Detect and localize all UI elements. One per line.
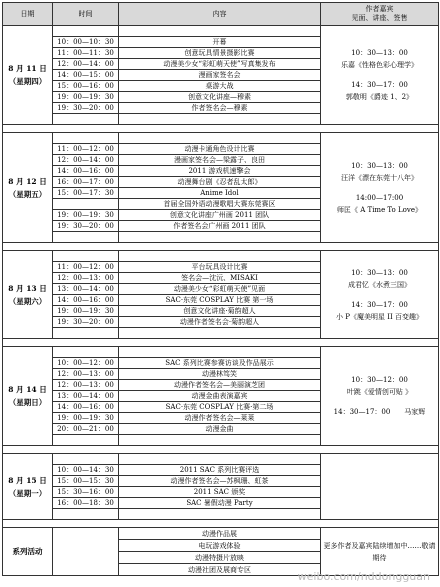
time-cell: 12：00—14：00: [53, 59, 119, 70]
day-date: 8 月 12 日: [8, 176, 47, 186]
event-cell: 动漫美少女“彩虹萌天使”见面: [119, 284, 321, 295]
event-cell: 动漫金曲: [119, 424, 321, 435]
guest-line: 10：30—13：00: [351, 161, 408, 170]
day-cell: [3, 251, 53, 339]
guest-cell: [321, 347, 439, 446]
time-cell: 14：00—15：00: [53, 70, 119, 81]
event-cell: 动漫舞台剧《忍者乱太郎》: [119, 177, 321, 188]
time-cell: 19：00—19：30: [53, 92, 119, 103]
event-cell: [119, 26, 321, 37]
time-cell: [53, 251, 119, 262]
time-cell: 10：00—12：00: [53, 358, 119, 369]
time-cell: 19：30—20：00: [53, 103, 119, 114]
header-content: 内容: [119, 3, 321, 26]
time-cell: [53, 26, 119, 37]
time-cell: 12：00—13：00: [53, 273, 119, 284]
day-cell: [3, 454, 53, 520]
schedule-table: [2, 2, 439, 576]
day-weekday: （星期一）: [8, 488, 47, 498]
table-row: [3, 454, 439, 465]
guest-line: [323, 71, 436, 79]
event-cell: 作者签名会—穆素: [119, 103, 321, 114]
schedule-body: [3, 26, 439, 576]
day-date: 8 月 11 日: [8, 64, 47, 73]
guest-line: [323, 398, 436, 406]
time-cell: 11：00—12：00: [53, 144, 119, 155]
time-cell: 16：00—18：30: [53, 498, 119, 509]
time-cell: 10：00—14：30: [53, 465, 119, 476]
section-gap: [3, 446, 439, 454]
activity-item: 动漫作品展: [119, 528, 321, 540]
time-cell: [53, 528, 119, 576]
event-cell: 漫画家签名会: [119, 70, 321, 81]
guest-line: 小 P《魔美明星 II 百变趣》: [336, 312, 423, 321]
guest-cell: [321, 133, 439, 243]
guest-line: 郭敬明《爵迹 1、2》: [345, 93, 414, 101]
event-cell: 漫画家签名会—梁露子、良田: [119, 155, 321, 166]
guest-cell: [321, 251, 439, 339]
time-cell: [53, 328, 119, 339]
section-gap: [3, 520, 439, 528]
guest-cell: [321, 26, 439, 125]
event-cell: SAC 系列比赛参赛访谈及作品展示: [119, 358, 321, 369]
time-cell: 12：00—13：00: [53, 380, 119, 391]
event-cell: [119, 328, 321, 339]
header-guest: 作者嘉宾 见面、讲座、签售: [321, 3, 439, 26]
time-cell: 16：00—17：00: [53, 177, 119, 188]
event-cell: SAC·东莞 COSPLAY 比赛 第一场: [119, 295, 321, 306]
event-cell: 首届全国外语动漫歌唱大赛东莞赛区: [119, 199, 321, 210]
event-cell: [119, 232, 321, 243]
day-date: 8 月 14 日: [8, 385, 47, 394]
event-cell: [119, 454, 321, 465]
time-cell: [53, 114, 119, 125]
event-cell: Anime Idol: [119, 188, 321, 199]
event-cell: 动漫作者签名会—莱莱: [119, 413, 321, 424]
event-cell: [119, 347, 321, 358]
event-cell: 动漫作者签名会—苏枫珊、虹茶: [119, 476, 321, 487]
event-cell: SAC 暑假动漫 Party: [119, 498, 321, 509]
event-cell: 签名会—沈沅、MISAKI: [119, 273, 321, 284]
time-cell: [53, 347, 119, 358]
time-cell: 14：00—16：00: [53, 295, 119, 306]
event-cell: 平台玩具设计比赛: [119, 262, 321, 273]
event-cell: 创意玩具情景摄影比赛: [119, 48, 321, 59]
time-cell: 13：00—14：00: [53, 391, 119, 402]
time-cell: [53, 133, 119, 144]
event-cell: [119, 509, 321, 520]
guest-line: 14：30—17：00: [351, 300, 408, 309]
table-row: [3, 347, 439, 358]
event-cell: 2011 游戏机速擎会: [119, 166, 321, 177]
guest-line: 10：30—12：00: [351, 376, 408, 384]
event-cell: [119, 133, 321, 144]
time-cell: 15：30—16：00: [53, 487, 119, 498]
time-cell: [53, 232, 119, 243]
day-weekday: （星期六）: [8, 296, 47, 306]
time-cell: 19：30—20：00: [53, 221, 119, 232]
header-row: [3, 3, 439, 26]
gap-cell: [3, 243, 439, 251]
guest-line: 10：30—13：00: [351, 49, 408, 57]
section-gap: [3, 339, 439, 347]
event-cell: 动漫作者签名会—美丽演芝团: [119, 380, 321, 391]
activity-item: 电玩游戏体验: [119, 540, 321, 552]
event-cell: 桌游大战: [119, 81, 321, 92]
event-cell: 创意文化讲座广州画 2011 团队: [119, 210, 321, 221]
gap-cell: [3, 339, 439, 347]
guest-line: 14:00—17:00: [355, 193, 404, 202]
table-row: [3, 26, 439, 37]
guest-line: 乐嘉《性格色彩心理学》: [341, 61, 418, 69]
gap-cell: [3, 520, 439, 528]
event-cell: [119, 435, 321, 446]
day-cell: [3, 26, 53, 125]
time-cell: 11：00—11：30: [53, 48, 119, 59]
time-cell: 15：00—16：00: [53, 81, 119, 92]
event-cell: 开幕: [119, 37, 321, 48]
day-date: 8 月 15 日: [8, 475, 47, 485]
guest-line: 师匡《 A Time To Love》: [337, 205, 422, 214]
watermark: weibo.com/nddongguan: [297, 570, 430, 583]
time-cell: 12：00—13：00: [53, 369, 119, 380]
guest-line: 汪洋《漂在东莞十八年》: [341, 173, 418, 182]
day-date: 8 月 13 日: [8, 283, 47, 293]
event-cell: 动漫美少女“彩虹萌天使”写真集发布: [119, 59, 321, 70]
time-cell: 19：00—19：30: [53, 306, 119, 317]
header-date: 日期: [3, 3, 53, 26]
gap-cell: [3, 446, 439, 454]
time-cell: 12：00—14：00: [53, 155, 119, 166]
time-cell: 11：00—12：00: [53, 262, 119, 273]
guest-line: [323, 184, 436, 192]
time-cell: 15：00—17：30: [53, 188, 119, 199]
guest-line: 成君忆《水煮三国》: [348, 280, 411, 289]
time-cell: [53, 509, 119, 520]
time-cell: 14：00—16：00: [53, 166, 119, 177]
guest-cell: [321, 454, 439, 520]
event-cell: 作者签名会广州画 2011 团队: [119, 221, 321, 232]
event-cell: 动漫金曲表演嘉宾: [119, 391, 321, 402]
event-cell: SAC·东莞 COSPLAY 比赛·第二场: [119, 402, 321, 413]
time-cell: 13：00—14：00: [53, 284, 119, 295]
event-cell: 2011 SAC 系列比赛评选: [119, 465, 321, 476]
gap-cell: [3, 125, 439, 133]
guest-line: 14：30—17：00 马家辉: [333, 408, 426, 416]
time-cell: 19：00—19：30: [53, 210, 119, 221]
event-cell: 动漫卡通角色设计比赛: [119, 144, 321, 155]
event-cell: [119, 251, 321, 262]
guest-line: 叶跳《爱情创可贴 》: [346, 388, 413, 396]
time-cell: 19：00—19：30: [53, 413, 119, 424]
table-row: [3, 528, 439, 540]
activities-label: 系列活动: [3, 528, 53, 576]
time-cell: 19：30—20：00: [53, 317, 119, 328]
day-cell: [3, 133, 53, 243]
day-weekday: （星期四）: [8, 77, 47, 86]
section-gap: [3, 243, 439, 251]
event-cell: 动漫作者签名会·菊韵超人: [119, 317, 321, 328]
time-cell: [53, 454, 119, 465]
time-cell: 14：00—16：00: [53, 402, 119, 413]
guest-line: 14：30—17：00: [351, 81, 408, 89]
section-gap: [3, 125, 439, 133]
guest-line: [323, 291, 436, 299]
event-cell: 创意文化讲座·菊韵超人: [119, 306, 321, 317]
day-weekday: （星期日）: [8, 398, 47, 407]
guest-note: 更多作者及嘉宾陆续增加中……敬请期待: [321, 528, 439, 576]
time-cell: 20：00—21：00: [53, 424, 119, 435]
time-cell: [53, 435, 119, 446]
event-cell: [119, 114, 321, 125]
event-cell: 创意文化讲座—穆素: [119, 92, 321, 103]
time-cell: [53, 199, 119, 210]
table-row: [3, 133, 439, 144]
event-cell: 2011 SAC 颁奖: [119, 487, 321, 498]
header-time: 时间: [53, 3, 119, 26]
event-cell: 动漫林笃笑: [119, 369, 321, 380]
guest-line: 10：30—13：00: [351, 268, 408, 277]
time-cell: 10：00—10：30: [53, 37, 119, 48]
day-weekday: （星期五）: [8, 189, 47, 199]
activity-item: 动漫特摄片放映: [119, 552, 321, 564]
day-cell: [3, 347, 53, 446]
table-row: [3, 251, 439, 262]
time-cell: 15：00—15：30: [53, 476, 119, 487]
activity-item: 动漫社团及展商专区: [119, 564, 321, 576]
